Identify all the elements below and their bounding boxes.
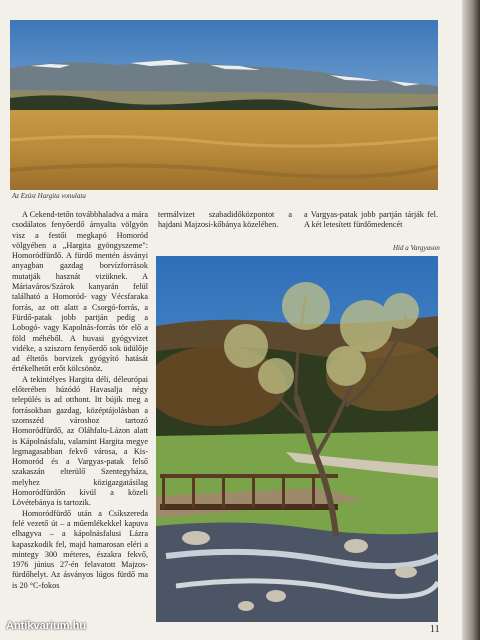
- bottom-photo-bridge-over-vargyas: [156, 256, 438, 622]
- paragraph: Homoródfürdő után a Csíkszereda felé vezető út – a műemlékekkel kapuva elhagyva – a kápolnásfalusi Lázra kapaszkodik fel, majd hamarosan eléri a mintegy 300 méteres, északra fekvő, 1976 június 27-én felavatott Majzos-fürdőhelyt. Az ásványos lúgos fürdő ma is 20 °C-fokos: [12, 508, 148, 590]
- text-column-3: [304, 210, 438, 234]
- book-spine-edge: [462, 0, 480, 640]
- paragraph: A tekintélyes Hargita déli, déleurópai előterében húzódó Havasalja négy település is ad otthont. Itt bújik meg a forrásokban gazdag, középtájolásban a szomszéd városhoz tartozó Homoródfürdő, az Oláhfalu-Lázon alatt is Kápolnásfalu, valamint Hargita megye legmagasabban fekvő városa, a Kis-Homoród és a Vargyas-patak felső szakaszán elterülő Szentegyháza, melyhez közigazgatásilag Homoródfürdőn kívül a közeli Lövétebánya is tartozik.: [12, 374, 148, 508]
- page-number: 11: [430, 624, 440, 635]
- text-column-2: [158, 210, 292, 234]
- bottom-photo-credit: Híd a Vargyason: [393, 244, 440, 252]
- top-photo-caption: Az Ezüst Hargita vonulata: [12, 192, 86, 200]
- paragraph: termálvizet szabadidőközpontot a hajdani Majzosi-kőbánya közelében.: [158, 210, 292, 230]
- paragraph: a Vargyas-patak jobb partján tárják fel. A két letesített fürdőmedencét: [304, 210, 438, 230]
- top-photo-hargita-landscape: [10, 20, 438, 190]
- text-column-1: [12, 210, 148, 622]
- watermark: Antikvarium.hu: [6, 620, 87, 632]
- paragraph: A Cekend-tetőn továbbhaladva a mára csodálatos fenyőerdő árnyalta völgyön visz a festői megkapó Homoród völgyében a „Hargita gyöngyszeme": Homoródfürdő. A fürdő mentén ásványi anyagban gazdag borvízforrások mutatják hasznát vizüknek. A Máriaváros/Szárok kanyarán felül található a Homoród- vagy Vécsfaraka forrás, az ott alatt a Csorgó-forrás, a Fürdő-patak jobb partján pedig a Lobogó- vagy Kapolnás-forrás tör elő a föld méhéből. A huvasi gyógyvizet vidéke, a sziszorn fenyőerdő sok üdülője ad éltetős borvizek gyógyító hatását értékelhetőt erőt kölcsönöz.: [12, 210, 148, 374]
